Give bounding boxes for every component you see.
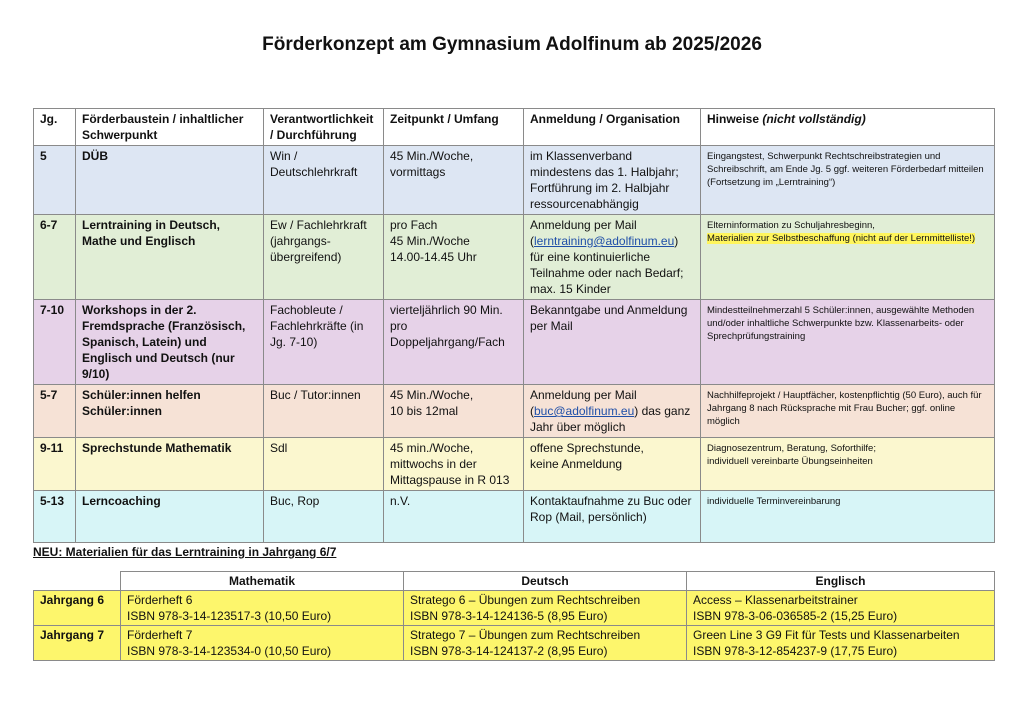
cell-zeitpunkt bbox=[384, 215, 524, 300]
cell-hinweise bbox=[701, 215, 995, 300]
materials-col-englisch: Englisch bbox=[687, 572, 995, 591]
table-row bbox=[34, 491, 995, 543]
cell-zeitpunkt: vierteljährlich 90 Min. pro Doppeljahrgang/Fach bbox=[384, 300, 524, 385]
hinweise-line: Diagnosezentrum, Beratung, Soforthilfe; bbox=[707, 443, 876, 454]
header-verantwortlich: Verantwortlichkeit / Durchführung bbox=[264, 109, 384, 146]
anmeldung-text: ) das ganz Jahr über möglich bbox=[530, 404, 691, 434]
header-anmeldung: Anmeldung / Organisation bbox=[524, 109, 701, 146]
table-row bbox=[34, 438, 995, 491]
cell-jg: 6-7 bbox=[34, 215, 76, 300]
material-title: Stratego 6 – Übungen zum Rechtschreiben bbox=[410, 593, 641, 607]
cell-verantwortlich: Fachobleute / Fachlehrkräfte (in Jg. 7-10) bbox=[264, 300, 384, 385]
anmeldung-line: offene Sprechstunde, bbox=[530, 441, 644, 455]
cell-anmeldung bbox=[524, 438, 701, 491]
cell-hinweise bbox=[701, 438, 995, 491]
materials-table bbox=[33, 571, 995, 661]
materials-row bbox=[34, 626, 995, 661]
cell-anmeldung: Bekanntgabe und Anmeldung per Mail bbox=[524, 300, 701, 385]
cell-baustein: DÜB bbox=[76, 146, 264, 215]
materials-header-row bbox=[34, 572, 995, 591]
header-hinweise bbox=[701, 109, 995, 146]
email-link-buc[interactable]: buc@adolfinum.eu bbox=[534, 404, 635, 418]
material-title: Förderheft 7 bbox=[127, 628, 193, 642]
cell-zeitpunkt: n.V. bbox=[384, 491, 524, 543]
cell-hinweise: Eingangstest, Schwerpunkt Rechtschreibstrategien und Schreibschrift, am Ende Jg. 5 ggf. weiteren Förderbedarf mitteilen (Fortsetzung im „Lerntraining“) bbox=[701, 146, 995, 215]
cell-jg: 5-13 bbox=[34, 491, 76, 543]
material-title: Access – Klassenarbeitstrainer bbox=[693, 593, 858, 607]
material-title: Förderheft 6 bbox=[127, 593, 193, 607]
material-isbn: ISBN 978-3-14-124136-5 (8,95 Euro) bbox=[410, 609, 608, 623]
materials-cell bbox=[687, 626, 995, 661]
cell-jg: 5-7 bbox=[34, 385, 76, 438]
cell-hinweise: Nachhilfeprojekt / Hauptfächer, kostenpflichtig (50 Euro), auch für Jahrgang 8 nach Rücksprache mit Frau Bucher; ggf. online möglich bbox=[701, 385, 995, 438]
cell-jg: 7-10 bbox=[34, 300, 76, 385]
table-row bbox=[34, 300, 995, 385]
cell-verantwortlich: Win / Deutschlehrkraft bbox=[264, 146, 384, 215]
anmeldung-text: ) für eine kontinuierliche Teilnahme oder nach Bedarf; max. 15 Kinder bbox=[530, 234, 684, 296]
cell-jg: 9-11 bbox=[34, 438, 76, 491]
hinweise-line: individuell vereinbarte Übungseinheiten bbox=[707, 456, 873, 467]
cell-baustein: Schüler:innen helfen Schüler:innen bbox=[76, 385, 264, 438]
cell-jg: 5 bbox=[34, 146, 76, 215]
table-row bbox=[34, 146, 995, 215]
cell-anmeldung bbox=[524, 385, 701, 438]
materials-cell bbox=[121, 591, 404, 626]
zeitpunkt-line: 14.00-14.45 Uhr bbox=[390, 250, 477, 264]
materials-cell bbox=[404, 591, 687, 626]
cell-verantwortlich: Ew / Fachlehrkraft (jahrgangs-übergreifend) bbox=[264, 215, 384, 300]
header-jg: Jg. bbox=[34, 109, 76, 146]
materials-row-label: Jahrgang 7 bbox=[34, 626, 121, 661]
cell-anmeldung: im Klassenverband mindestens das 1. Halbjahr; Fortführung im 2. Halbjahr ressourcenabhängig bbox=[524, 146, 701, 215]
material-isbn: ISBN 978-3-14-123517-3 (10,50 Euro) bbox=[127, 609, 332, 623]
cell-baustein: Workshops in der 2. Fremdsprache (Französisch, Spanisch, Latein) und Englisch und Deutsch (nur 9/10) bbox=[76, 300, 264, 385]
anmeldung-text: Anmeldung per Mail ( bbox=[530, 388, 637, 418]
cell-zeitpunkt bbox=[384, 385, 524, 438]
cell-baustein: Lerncoaching bbox=[76, 491, 264, 543]
materials-heading: NEU: Materialien für das Lerntraining in Jahrgang 6/7 bbox=[33, 545, 337, 559]
table-row bbox=[34, 215, 995, 300]
foerderkonzept-table bbox=[33, 108, 995, 543]
material-isbn: ISBN 978-3-14-124137-2 (8,95 Euro) bbox=[410, 644, 608, 658]
header-baustein: Förderbaustein / inhaltlicher Schwerpunkt bbox=[76, 109, 264, 146]
table-header-row bbox=[34, 109, 995, 146]
cell-anmeldung bbox=[524, 215, 701, 300]
cell-zeitpunkt: 45 min./Woche, mittwochs in der Mittagspause in R 013 bbox=[384, 438, 524, 491]
table-row bbox=[34, 385, 995, 438]
materials-row bbox=[34, 591, 995, 626]
cell-hinweise: individuelle Terminvereinbarung bbox=[701, 491, 995, 543]
materials-cell bbox=[687, 591, 995, 626]
hinweise-line: Elterninformation zu Schuljahresbeginn, bbox=[707, 220, 875, 231]
materials-row-label: Jahrgang 6 bbox=[34, 591, 121, 626]
material-title: Green Line 3 G9 Fit für Tests und Klassenarbeiten bbox=[693, 628, 960, 642]
materials-col-deutsch: Deutsch bbox=[404, 572, 687, 591]
material-isbn: ISBN 978-3-06-036585-2 (15,25 Euro) bbox=[693, 609, 898, 623]
anmeldung-text: Anmeldung per Mail ( bbox=[530, 218, 637, 248]
header-hinweise-text: Hinweise bbox=[707, 112, 763, 126]
page-title: Förderkonzept am Gymnasium Adolfinum ab 2025/2026 bbox=[262, 34, 762, 55]
anmeldung-line: keine Anmeldung bbox=[530, 457, 623, 471]
materials-cell bbox=[404, 626, 687, 661]
highlighted-note: Materialien zur Selbstbeschaffung (nicht auf der Lernmittelliste!) bbox=[707, 233, 976, 244]
zeitpunkt-line: 10 bis 12mal bbox=[390, 404, 459, 418]
cell-zeitpunkt: 45 Min./Woche, vormittags bbox=[384, 146, 524, 215]
header-hinweise-note: (nicht vollständig) bbox=[762, 112, 866, 126]
cell-verantwortlich: Sdl bbox=[264, 438, 384, 491]
cell-verantwortlich: Buc, Rop bbox=[264, 491, 384, 543]
cell-anmeldung: Kontaktaufnahme zu Buc oder Rop (Mail, persönlich) bbox=[524, 491, 701, 543]
zeitpunkt-line: 45 Min./Woche bbox=[390, 234, 470, 248]
zeitpunkt-line: pro Fach bbox=[390, 218, 438, 232]
material-isbn: ISBN 978-3-14-123534-0 (10,50 Euro) bbox=[127, 644, 332, 658]
header-zeitpunkt: Zeitpunkt / Umfang bbox=[384, 109, 524, 146]
materials-corner bbox=[34, 572, 121, 591]
zeitpunkt-line: 45 Min./Woche, bbox=[390, 388, 474, 402]
materials-col-mathematik: Mathematik bbox=[121, 572, 404, 591]
cell-baustein: Lerntraining in Deutsch, Mathe und Englisch bbox=[76, 215, 264, 300]
cell-baustein: Sprechstunde Mathematik bbox=[76, 438, 264, 491]
cell-hinweise: Mindestteilnehmerzahl 5 Schüler:innen, ausgewählte Methoden und/oder inhaltliche Schwerpunkte bzw. Klassenarbeits- oder Sprechprüfungstraining bbox=[701, 300, 995, 385]
email-link-lerntraining[interactable]: lerntraining@adolfinum.eu bbox=[534, 234, 675, 248]
material-title: Stratego 7 – Übungen zum Rechtschreiben bbox=[410, 628, 641, 642]
materials-cell bbox=[121, 626, 404, 661]
cell-verantwortlich: Buc / Tutor:innen bbox=[264, 385, 384, 438]
material-isbn: ISBN 978-3-12-854237-9 (17,75 Euro) bbox=[693, 644, 898, 658]
